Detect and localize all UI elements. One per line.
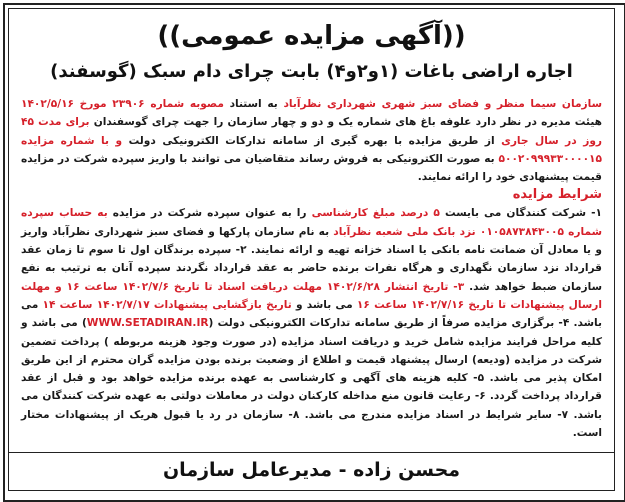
gardens-text: علوفه باغ های شماره یک و دو و چهار سازمان را جهت چرای گوسفندان bbox=[93, 116, 472, 129]
signature: محسن زاده - مدیرعامل سازمان bbox=[162, 459, 461, 481]
condition-1-a: ۱- شرکت کنندگان می بایست bbox=[439, 207, 602, 220]
auction-number: و با شماره مزایده ۵۰۰۲۰۹۹۹۳۳۰۰۰۰۱۵ bbox=[21, 134, 602, 165]
conditions-heading: شرایط مزایده bbox=[512, 187, 602, 203]
condition-3-opening: تاریخ بازگشایی پیشنهادات ۱۴۰۲/۷/۱۷ ساعت ۱۴ bbox=[42, 298, 292, 311]
condition-3-b: می باشد و bbox=[291, 298, 357, 311]
org-name: سازمان سیما منظر و فضای سبز شهری شهرداری نظرآباد bbox=[283, 98, 602, 110]
title-wrap bbox=[9, 21, 614, 51]
footer-divider bbox=[9, 452, 614, 453]
condition-4-rest: ) می باشد و کلیه مراحل فرایند مزایده شامل خرید و دریافت اسناد مزایده (در صورت وجود هزینه مربوطه ) پرداخت تضمین شرکت در مزایده (ودیعه) ارسال پیشنهاد قیمت و اطلاع از وضعیت برنده بودن مزایده گران محترم از این طریق امکان پذیر می باشد. ۵- کلیه هزینه های آگهی و کارشناسی به عهده برنده مزایده خواهد بود و قبل از عقد قرارداد پرداخت گردد. ۶- رعایت قانون منع مداخله کارکنان دولت در معاملات دولتی به عهده شرکت کنندگان می باشد. ۷- سایر شرایط در اسناد مزایده مندرج می باشد. ۸- سازمان در رد یا قبول هریک از پیشنهادات مختار است. bbox=[21, 317, 602, 440]
notice-subtitle: اجاره اراضی باغات (۱و۲و۴) بابت چرای دام سبک (گوسفند) bbox=[50, 61, 573, 82]
intro-text-4: به صورت الکترونیکی به فروش رساند متقاضیان می توانند با واریز سپرده شرکت در مزایده قیمت پیشنهادی خود را ارائه نمایند. bbox=[21, 152, 602, 184]
notice-inner bbox=[8, 8, 615, 491]
resolution-ref: مصوبه شماره ۲۳۹۰۶ مورخ ۱۴۰۲/۵/۱۶ bbox=[21, 98, 224, 110]
notice-title: ((آگهی مزایده عمومی)) bbox=[157, 21, 466, 51]
condition-1-percent: ۵ درصد مبلغ کارشناسی bbox=[311, 207, 440, 220]
condition-1-name: به نام سازمان پارکها و فضای سبز شهرداری نظرآباد bbox=[52, 225, 334, 238]
condition-1-b: را به عنوان سپرده شرکت در مزایده bbox=[107, 207, 312, 220]
duration-text: برای مدت ۴۵ روز در سال جاری bbox=[21, 116, 602, 147]
intro-text-2: هیئت مدیره در نظر دارد bbox=[471, 116, 603, 129]
website-link[interactable]: WWW.SETADIRAN.IR bbox=[86, 317, 209, 330]
notice-frame bbox=[3, 3, 625, 502]
intro-text-1: به استناد bbox=[223, 98, 284, 110]
notice-body bbox=[21, 95, 602, 442]
condition-1-c: واریز و یا معادل آن ضمانت نامه بانکی یا اسناد خزانه تهیه و ارائه نمایند. ۲- سپرده برندگان اول تا سوم تا زمان عقد قرارداد نزد سازمان نگهداری و هرگاه نفرات برنده حاضر به عقد قرارداد نگردند سپرده آنان به ترتیب به نفع سازمان ضبط خواهد شد. bbox=[21, 225, 602, 293]
condition-3-c: می باشد. ۴- برگزاری مزایده صرفاً از طریق سامانه تدارکات الکترونیکی دولت ( bbox=[21, 298, 602, 330]
condition-1-account: به حساب سپرده شماره ۰۱۰۵۸۷۳۸۴۳۰۰۵ نزد بانک ملی شعبه نظرآباد bbox=[21, 207, 602, 238]
condition-3-dates: ۳- تاریخ انتشار ۱۴۰۲/۶/۲۸ مهلت دریافت اسناد تا تاریخ ۱۴۰۲/۷/۶ ساعت ۱۶ و مهلت ارسال پیشنهادات تا تاریخ ۱۴۰۲/۷/۱۶ ساعت ۱۶ bbox=[21, 280, 602, 311]
intro-text-3: از طریق مزایده با بهره گیری از سامانه تدارکات الکترونیکی دولت bbox=[122, 134, 502, 147]
